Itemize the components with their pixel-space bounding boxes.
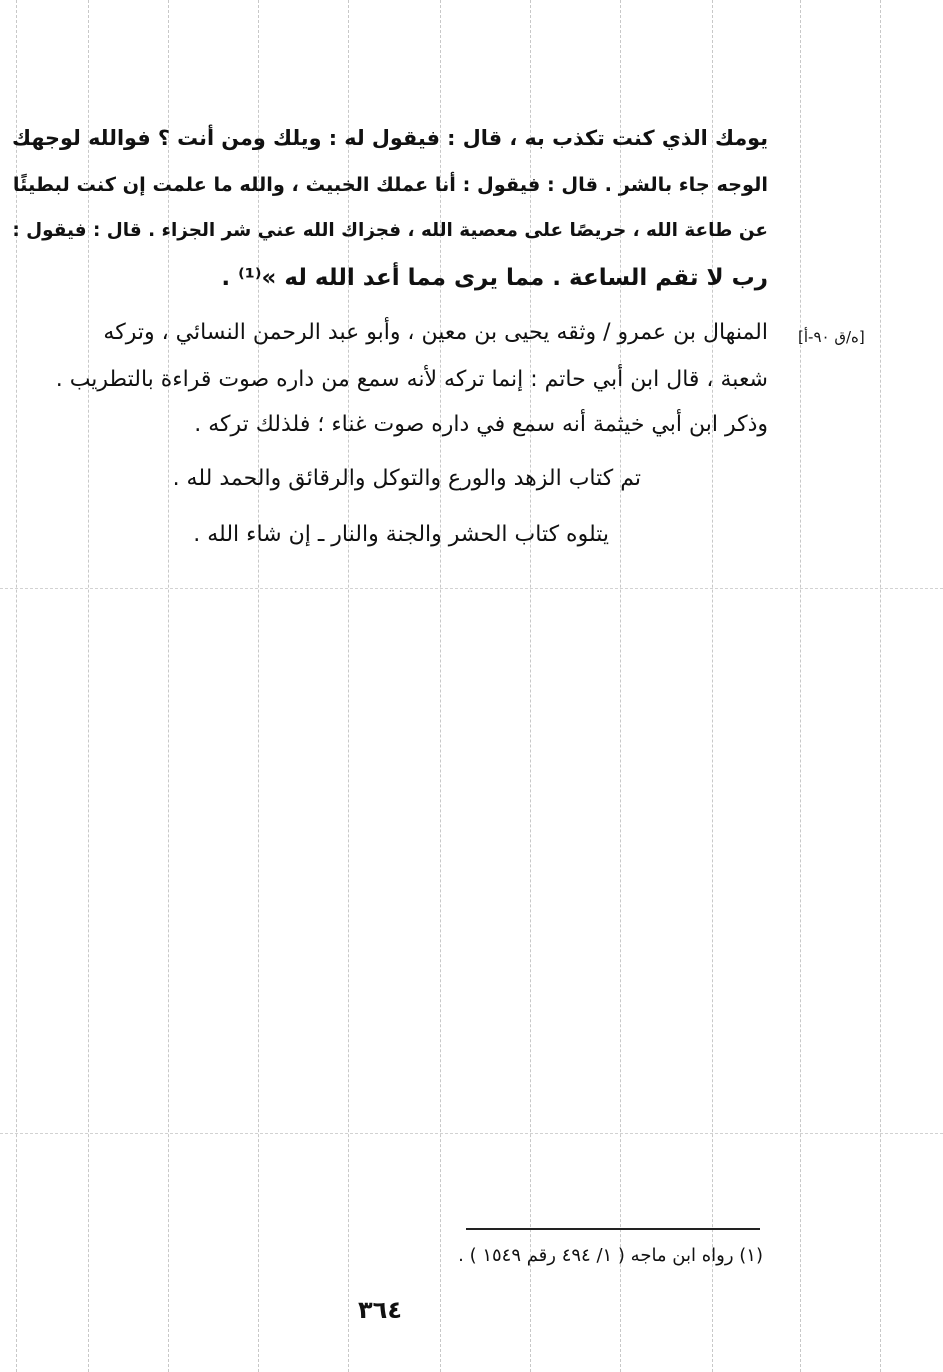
scan-guide-line xyxy=(530,0,531,1372)
footnote: (١) رواه ابن ماجه ( ١/ ٤٩٤ رقم ١٥٤٩ ) . xyxy=(458,1245,763,1266)
hadith-line-3: عن طاعة الله ، حريصًا على معصية الله ، فجزاك الله عني شر الجزاء . قال : فيقول : xyxy=(12,220,768,241)
scan-guide-line xyxy=(620,0,621,1372)
colophon-line-2: يتلوه كتاب الحشر والجنة والنار ـ إن شاء الله . xyxy=(193,522,609,547)
footnote-separator xyxy=(466,1228,760,1230)
narration-line-1: المنهال بن عمرو / وثقه يحيى بن معين ، وأبو عبد الرحمن النسائي ، وتركه xyxy=(103,320,768,345)
page-number: ٣٦٤ xyxy=(358,1296,402,1324)
scan-guide-line xyxy=(258,0,259,1372)
scan-guide-line xyxy=(88,0,89,1372)
manuscript-folio-note: [ه/ق ٩٠-أ] xyxy=(798,328,865,346)
narration-line-2: شعبة ، قال ابن أبي حاتم : إنما تركه لأنه سمع من داره صوت قراءة بالتطريب . xyxy=(55,367,768,392)
narration-line-3: وذكر ابن أبي خيثمة أنه سمع في داره صوت غناء ؛ فلذلك تركه . xyxy=(194,412,768,437)
scan-guide-line xyxy=(440,0,441,1372)
colophon-line-1: تم كتاب الزهد والورع والتوكل والرقائق والحمد لله . xyxy=(172,466,641,491)
scan-guide-line xyxy=(168,0,169,1372)
scan-guide-line xyxy=(0,1133,943,1134)
scan-guide-line xyxy=(800,0,801,1372)
scan-guide-line xyxy=(16,0,17,1372)
scan-guide-line xyxy=(348,0,349,1372)
hadith-line-2: الوجه جاء بالشر . قال : فيقول : أنا عملك الخبيث ، والله ما علمت إن كنت لبطيئًا xyxy=(12,173,768,196)
hadith-line-1: يومك الذي كنت تكذب به ، قال : فيقول له : ويلك ومن أنت ؟ فوالله لوجهك xyxy=(12,126,768,150)
scan-guide-line xyxy=(880,0,881,1372)
scan-guide-line xyxy=(0,588,943,589)
hadith-line-4: رب لا تقم الساعة . مما يرى مما أعد الله له »⁽¹⁾ . xyxy=(221,265,768,291)
scan-guide-line xyxy=(712,0,713,1372)
